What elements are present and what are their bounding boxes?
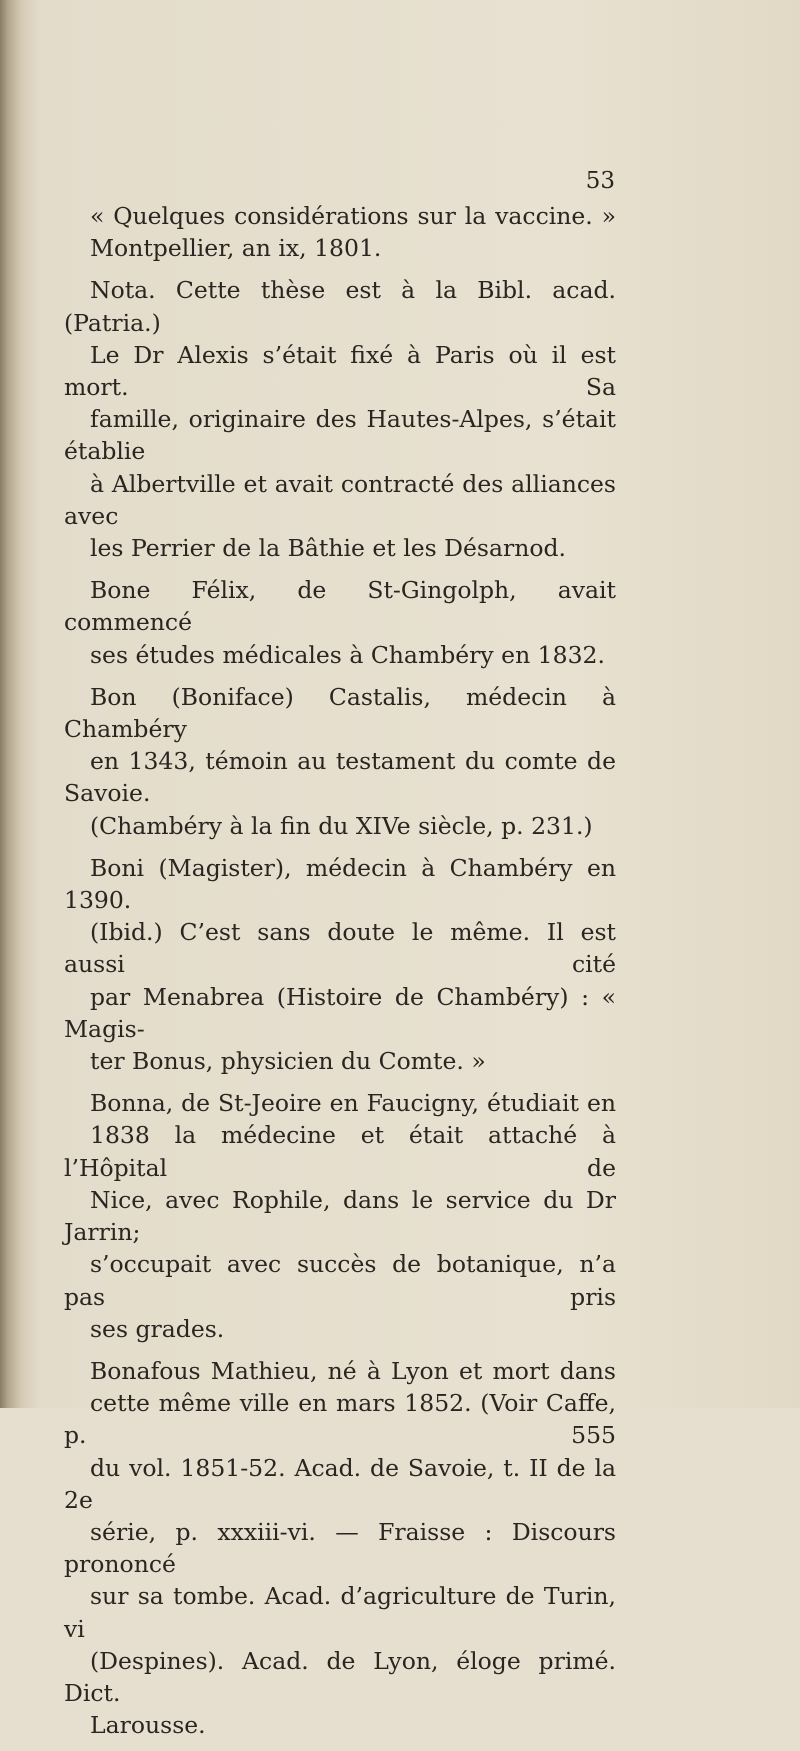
page-text: [64, 200, 616, 1751]
text-line: Bonafous Mathieu, né à Lyon et mort dans: [90, 1356, 616, 1385]
text-line: par Menabrea (Histoire de Chambéry) : « Magis-: [64, 982, 616, 1043]
text-line: famille, originaire des Hautes-Alpes, s’était établie: [64, 405, 616, 466]
text-line: 1838 la médecine et était attaché à l’Hôpital de: [64, 1121, 616, 1182]
text-line: Bone Félix, de St-Gingolph, avait commencé: [64, 576, 616, 637]
text-line: (Chambéry à la fin du XIVe siècle, p. 231.): [90, 811, 593, 840]
paragraph-nota: [64, 274, 616, 564]
text-line: Bonna, de St-Jeoire en Faucigny, étudiait en: [90, 1089, 616, 1118]
text-line: en 1343, témoin au testament du comte de Savoie.: [64, 747, 616, 808]
entry-bonafous: [64, 1355, 616, 1741]
text-line: ses études médicales à Chambéry en 1832.: [90, 640, 605, 669]
text-line: Montpellier, an ix, 1801.: [90, 234, 382, 263]
text-line: ses grades.: [90, 1314, 225, 1343]
entry-bonna: [64, 1087, 616, 1345]
entry-bone: [64, 574, 616, 671]
text-line: série, p. xxxiii-vi. — Fraisse : Discours prononcé: [64, 1517, 616, 1579]
text-line: Le Dr Alexis s’était fixé à Paris où il est mort. Sa: [64, 340, 616, 402]
entry-bon: [64, 681, 616, 842]
text-line: du vol. 1851-52. Acad. de Savoie, t. II de la 2e: [64, 1453, 616, 1514]
text-line: Bon (Boniface) Castalis, médecin à Chambéry: [64, 682, 616, 744]
text-line: s’occupait avec succès de botanique, n’a pas pris: [64, 1250, 616, 1311]
text-line: (Despines). Acad. de Lyon, éloge primé. Dict.: [64, 1646, 616, 1707]
text-line: « Quelques considérations sur la vaccine. »: [90, 202, 616, 230]
text-line: Boni (Magister), médecin à Chambéry en 1390.: [64, 853, 616, 915]
text-line: à Albertville et avait contracté des alliances avec: [64, 469, 616, 530]
text-line: (Ibid.) C’est sans doute le même. Il est aussi cité: [64, 918, 616, 979]
entry-boni: [64, 852, 616, 1077]
text-line: les Perrier de la Bâthie et les Désarnod.: [90, 534, 567, 563]
text-line: cette même ville en mars 1852. (Voir Caffe, p. 555: [64, 1389, 616, 1450]
paragraph-thesis-title: [64, 200, 616, 264]
text-line: sur sa tombe. Acad. d’agriculture de Turin, vi: [64, 1582, 616, 1643]
text-line: Larousse.: [90, 1711, 206, 1740]
page-number: 53: [585, 168, 615, 194]
text-line: Nota. Cette thèse est à la Bibl. acad. (Patria.): [64, 276, 616, 337]
text-line: Nice, avec Rophile, dans le service du Dr Jarrin;: [64, 1185, 616, 1247]
text-line: ter Bonus, physicien du Comte. »: [90, 1047, 486, 1076]
